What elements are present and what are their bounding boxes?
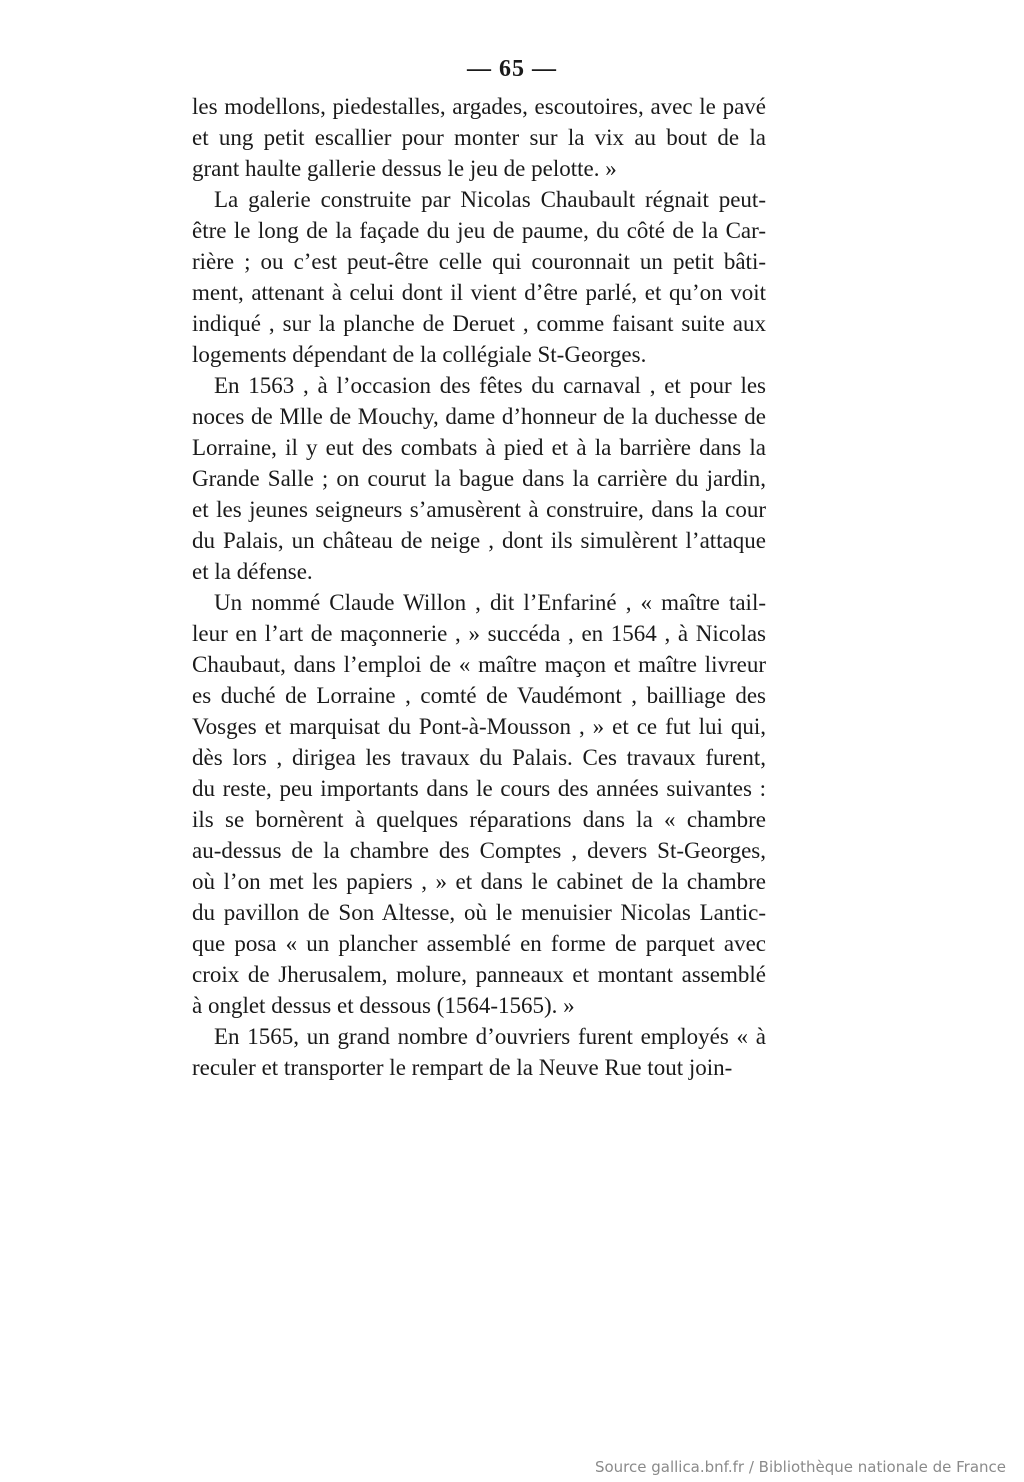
paragraph: [192, 91, 766, 184]
text-line: Vosges et marquisat du Pont-à-Mousson , » et ce fut lui qui,: [192, 714, 766, 739]
text-line: leur en l’art de maçonnerie , » succéda , en 1564 , à Nicolas: [192, 621, 766, 646]
text-line: et la défense.: [192, 559, 313, 584]
text-line: Lorraine, il y eut des combats à pied et à la barrière dans la: [192, 435, 766, 460]
text-line: à onglet dessus et dessous (1564-1565). »: [192, 993, 575, 1018]
text-line: En 1565, un grand nombre d’ouvriers furent employés « à: [214, 1024, 766, 1049]
page-number: — 65 —: [467, 56, 557, 82]
body-text: [192, 91, 766, 1083]
text-line: reculer et transporter le rempart de la Neuve Rue tout join-: [192, 1055, 733, 1080]
text-line: du pavillon de Son Altesse, où le menuisier Nicolas Lantic-: [192, 900, 766, 925]
text-line: ment, attenant à celui dont il vient d’être parlé, et qu’on voit: [192, 280, 766, 305]
text-line: En 1563 , à l’occasion des fêtes du carnaval , et pour les: [214, 373, 766, 398]
text-line: logements dépendant de la collégiale St-Georges.: [192, 342, 647, 367]
text-line: indiqué , sur la planche de Deruet , comme faisant suite aux: [192, 311, 766, 336]
text-line: que posa « un plancher assemblé en forme de parquet avec: [192, 931, 766, 956]
source-attribution: Source gallica.bnf.fr / Bibliothèque nationale de France: [594, 1458, 1006, 1476]
text-line: Un nommé Claude Willon , dit l’Enfariné , « maître tail-: [214, 590, 766, 615]
text-line: au-dessus de la chambre des Comptes , devers St-Georges,: [192, 838, 766, 863]
text-line: es duché de Lorraine , comté de Vaudémont , bailliage des: [192, 683, 766, 708]
text-line: Grande Salle ; on courut la bague dans la carrière du jardin,: [192, 466, 766, 491]
text-line: dès lors , dirigea les travaux du Palais. Ces travaux furent,: [192, 745, 766, 770]
paragraph: [192, 184, 766, 370]
text-line: ils se bornèrent à quelques réparations dans la « chambre: [192, 807, 766, 832]
text-line: où l’on met les papiers , » et dans le cabinet de la chambre: [192, 869, 766, 894]
paragraph: [192, 587, 766, 1021]
text-line: du Palais, un château de neige , dont ils simulèrent l’attaque: [192, 528, 766, 553]
text-line: La galerie construite par Nicolas Chaubault régnait peut-: [214, 187, 766, 212]
text-line: les modellons, piedestalles, argades, escoutoires, avec le pavé: [192, 94, 766, 119]
text-line: croix de Jherusalem, molure, panneaux et montant assemblé: [192, 962, 766, 987]
paragraph: [192, 370, 766, 587]
paragraph: [192, 1021, 766, 1083]
text-line: grant haulte gallerie dessus le jeu de pelotte. »: [192, 156, 617, 181]
text-line: Chaubaut, dans l’emploi de « maître maçon et maître livreur: [192, 652, 766, 677]
text-line: être le long de la façade du jeu de paume, du côté de la Car-: [192, 218, 766, 243]
text-line: et ung petit escallier pour monter sur la vix au bout de la: [192, 125, 766, 150]
text-line: et les jeunes seigneurs s’amusèrent à construire, dans la cour: [192, 497, 766, 522]
text-line: du reste, peu importants dans le cours des années suivantes :: [192, 776, 766, 801]
text-line: noces de Mlle de Mouchy, dame d’honneur de la duchesse de: [192, 404, 766, 429]
text-line: rière ; ou c’est peut-être celle qui couronnait un petit bâti-: [192, 249, 766, 274]
